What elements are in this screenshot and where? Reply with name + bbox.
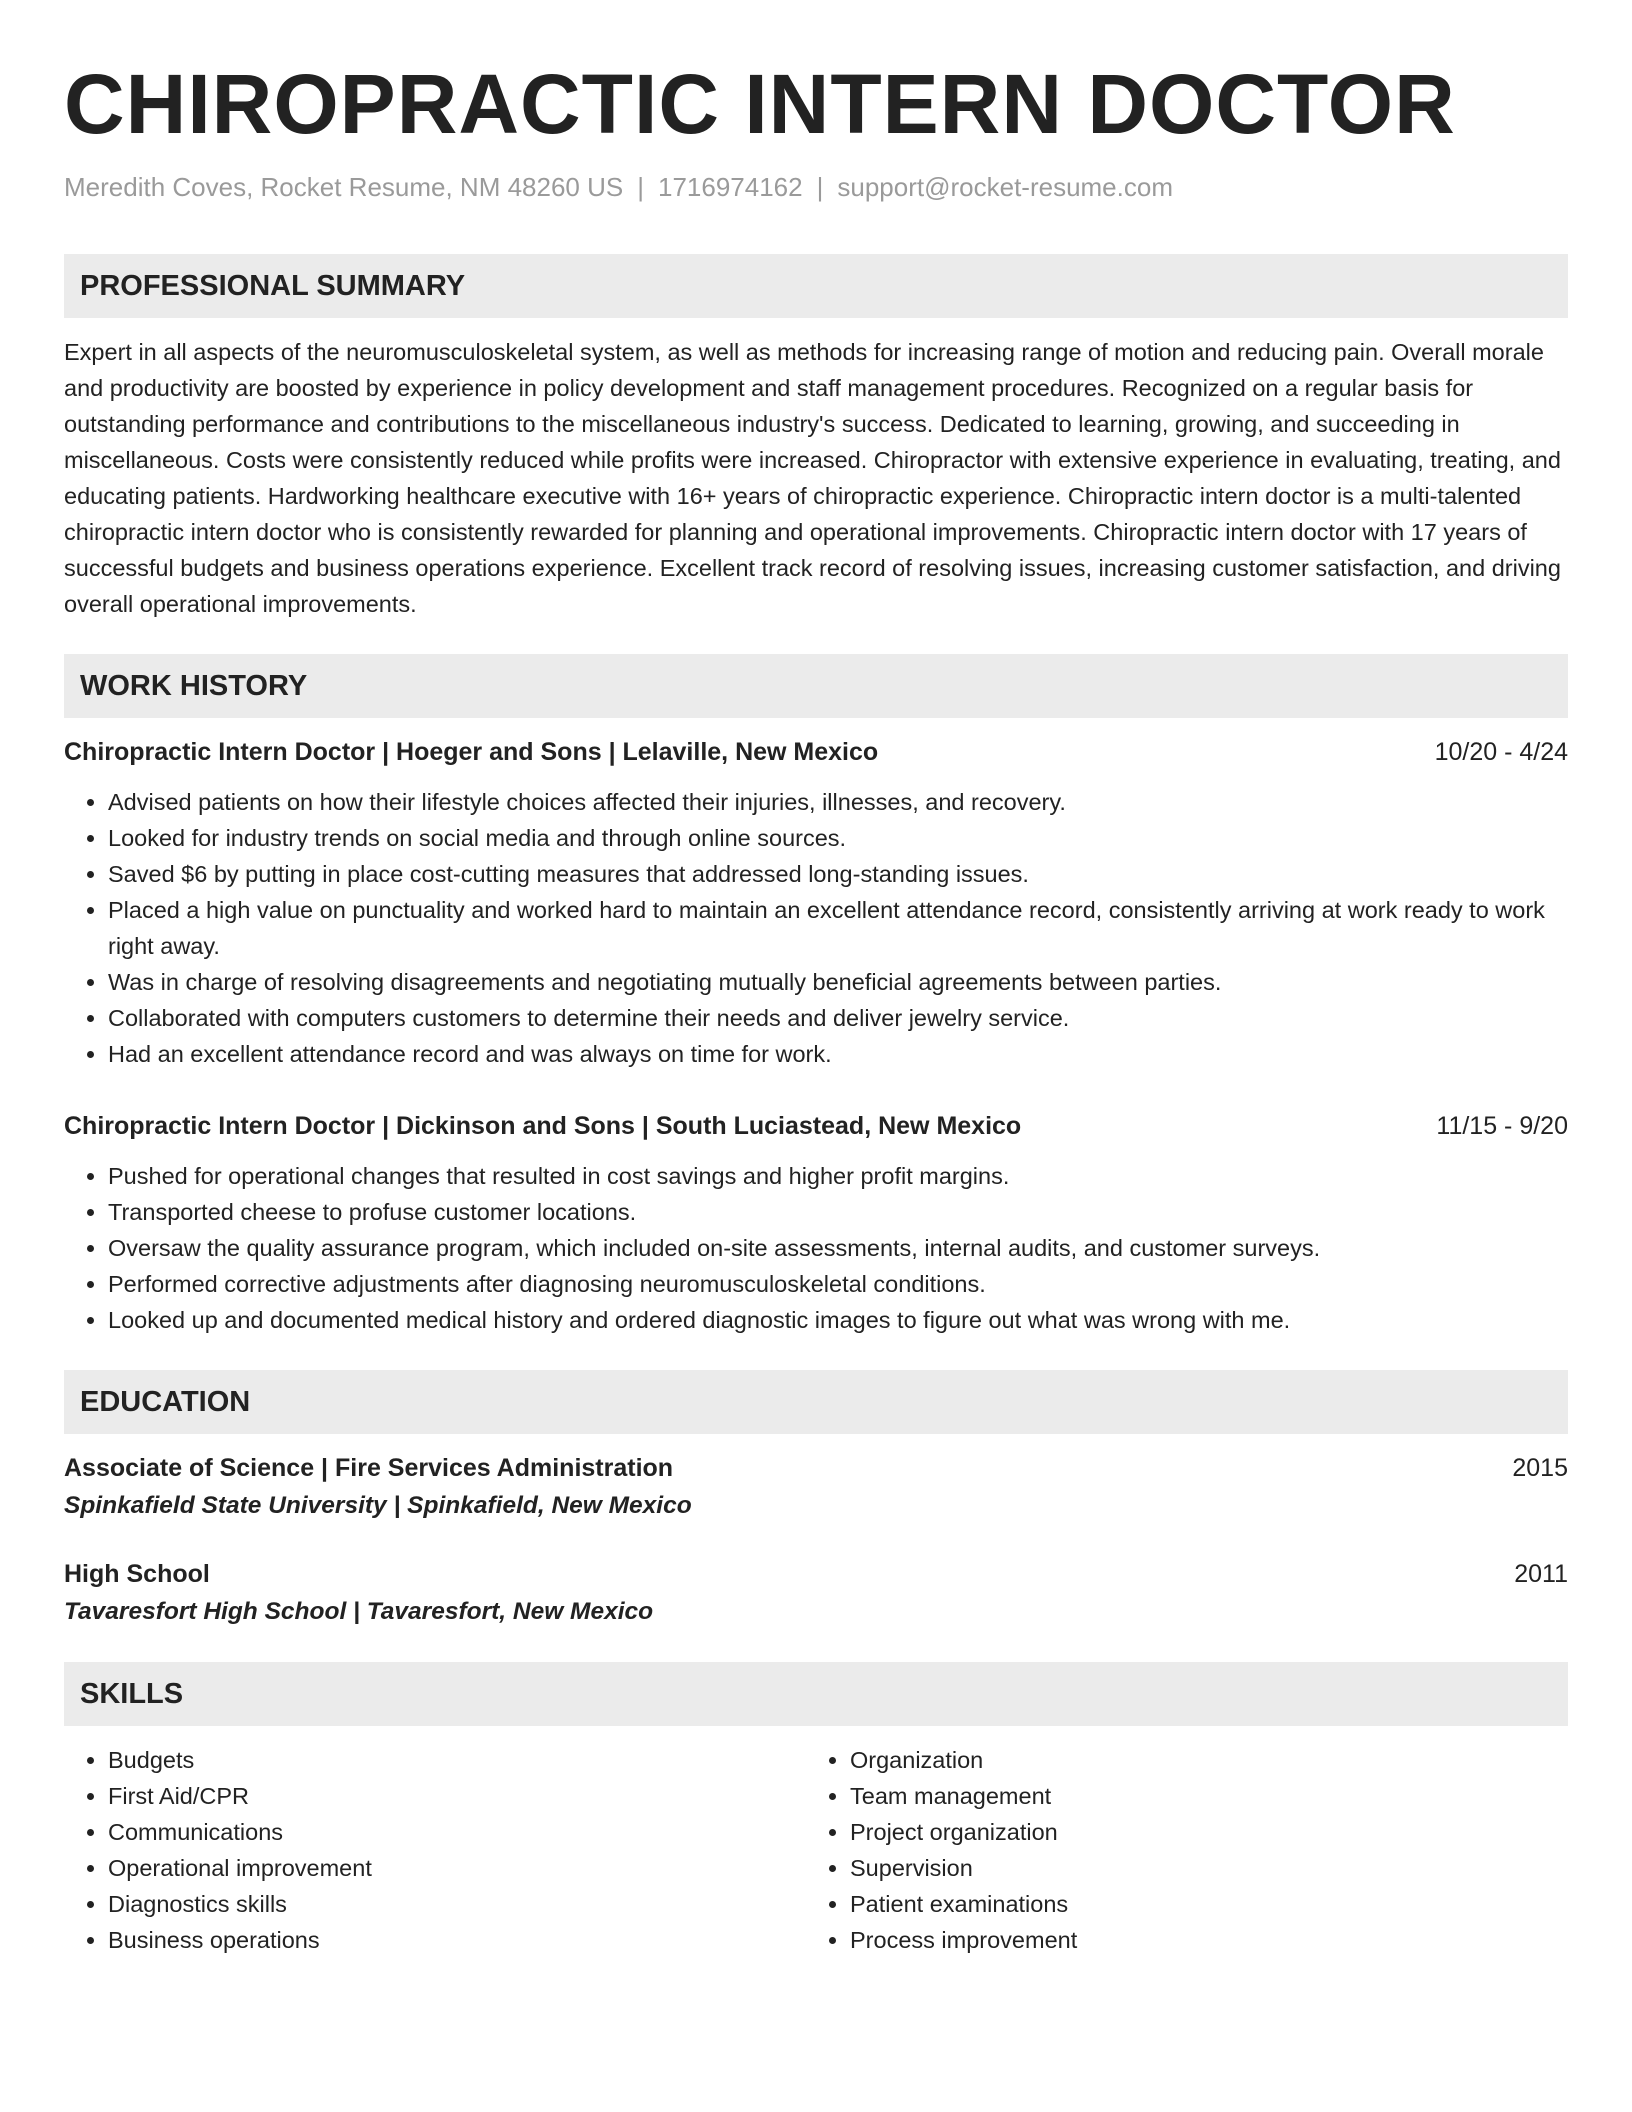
resume-page: [64, 58, 1568, 1958]
job-title: Chiropractic Intern Doctor | Dickinson and Sons | South Luciastead, New Mexico: [64, 1112, 1022, 1140]
skills-list: [64, 1742, 1568, 1958]
list-item: • Looked up and documented medical history and ordered diagnostic images to figure out what was wrong with me.: [108, 1302, 1568, 1338]
education-degree: High School: [64, 1560, 210, 1588]
list-item: • Looked for industry trends on social media and through online sources.: [108, 820, 1568, 856]
contact-separator: |: [637, 172, 644, 202]
contact-separator: |: [816, 172, 824, 202]
skill-item: • Patient examinations: [850, 1886, 1548, 1922]
contact-email[interactable]: support@rocket-resume.com: [837, 172, 1173, 202]
education-entry: [64, 1450, 1568, 1526]
job-bullets: [64, 784, 1568, 1072]
list-item: • Transported cheese to profuse customer locations.: [108, 1194, 1568, 1230]
skill-item: • Process improvement: [850, 1922, 1548, 1958]
education-entry: [64, 1556, 1568, 1632]
skill-item: • Budgets: [108, 1742, 806, 1778]
job-dates: 11/15 - 9/20: [1436, 1112, 1568, 1140]
job-entry: [64, 1108, 1568, 1338]
list-item: • Saved $6 by putting in place cost-cutting measures that addressed long-standing issues.: [108, 856, 1568, 892]
skills-heading: SKILLS: [64, 1662, 1568, 1726]
job-header: [64, 1108, 1568, 1144]
skill-item: • Organization: [850, 1742, 1548, 1778]
skill-item: • Communications: [108, 1814, 806, 1850]
list-item: • Oversaw the quality assurance program, which included on-site assessments, internal audits, and customer surveys.: [108, 1230, 1568, 1266]
candidate-name: CHIROPRACTIC INTERN DOCTOR: [64, 57, 1456, 151]
education-header: [64, 1556, 1568, 1592]
job-entry: [64, 734, 1568, 1072]
skill-item: • Supervision: [850, 1850, 1548, 1886]
skill-item: • Team management: [850, 1778, 1548, 1814]
skills-column-left: [64, 1742, 806, 1958]
list-item: • Collaborated with computers customers to determine their needs and deliver jewelry service.: [108, 1000, 1568, 1036]
education-degree: Associate of Science | Fire Services Administration: [64, 1454, 674, 1482]
job-title: Chiropractic Intern Doctor | Hoeger and Sons | Lelaville, New Mexico: [64, 738, 879, 766]
job-bullets: [64, 1158, 1568, 1338]
summary-text: Expert in all aspects of the neuromusculoskeletal system, as well as methods for increasing range of motion and reducing pain. Overall morale and productivity are boosted by experience in policy development and staff management procedures. Recognized on a regular basis for outstanding performance and contributions to the miscellaneous industry's success. Dedicated to learning, growing, and succeeding in miscellaneous. Costs were consistently reduced while profits were increased. Chiropractor with extensive experience in evaluating, treating, and educating patients. Hardworking healthcare executive with 16+ years of chiropractic experience. Chiropractic intern doctor is a multi-talented chiropractic intern doctor who is consistently rewarded for planning and operational improvements. Chiropractic intern doctor with 17 years of successful budgets and business operations experience. Excellent track record of resolving issues, increasing customer satisfaction, and driving overall operational improvements.: [64, 339, 1561, 617]
job-header: [64, 734, 1568, 770]
skill-item: • Operational improvement: [108, 1850, 806, 1886]
contact-phone: 1716974162: [658, 172, 803, 202]
skill-item: • Diagnostics skills: [108, 1886, 806, 1922]
list-item: • Was in charge of resolving disagreements and negotiating mutually beneficial agreements between parties.: [108, 964, 1568, 1000]
education-header: [64, 1450, 1568, 1486]
work-history-heading: WORK HISTORY: [64, 654, 1568, 718]
summary-heading: PROFESSIONAL SUMMARY: [64, 254, 1568, 318]
skill-item: • First Aid/CPR: [108, 1778, 806, 1814]
list-item: • Had an excellent attendance record and was always on time for work.: [108, 1036, 1568, 1072]
education-year: 2011: [1514, 1560, 1568, 1588]
job-dates: 10/20 - 4/24: [1434, 738, 1568, 766]
skill-item: • Business operations: [108, 1922, 806, 1958]
list-item: • Performed corrective adjustments after diagnosing neuromusculoskeletal conditions.: [108, 1266, 1568, 1302]
list-item: • Placed a high value on punctuality and worked hard to maintain an excellent attendance record, consistently arriving at work ready to work right away.: [108, 892, 1568, 964]
list-item: • Advised patients on how their lifestyle choices affected their injuries, illnesses, and recovery.: [108, 784, 1568, 820]
list-item: • Pushed for operational changes that resulted in cost savings and higher profit margins.: [108, 1158, 1568, 1194]
contact-line: [64, 170, 1568, 204]
contact-address: Meredith Coves, Rocket Resume, NM 48260 US: [64, 172, 624, 202]
skills-column-right: [806, 1742, 1548, 1958]
skill-item: • Project organization: [850, 1814, 1548, 1850]
education-school: Tavaresfort High School | Tavaresfort, New Mexico: [64, 1598, 654, 1625]
education-school: Spinkafield State University | Spinkafield, New Mexico: [64, 1492, 692, 1519]
education-heading: EDUCATION: [64, 1370, 1568, 1434]
education-year: 2015: [1512, 1454, 1568, 1482]
